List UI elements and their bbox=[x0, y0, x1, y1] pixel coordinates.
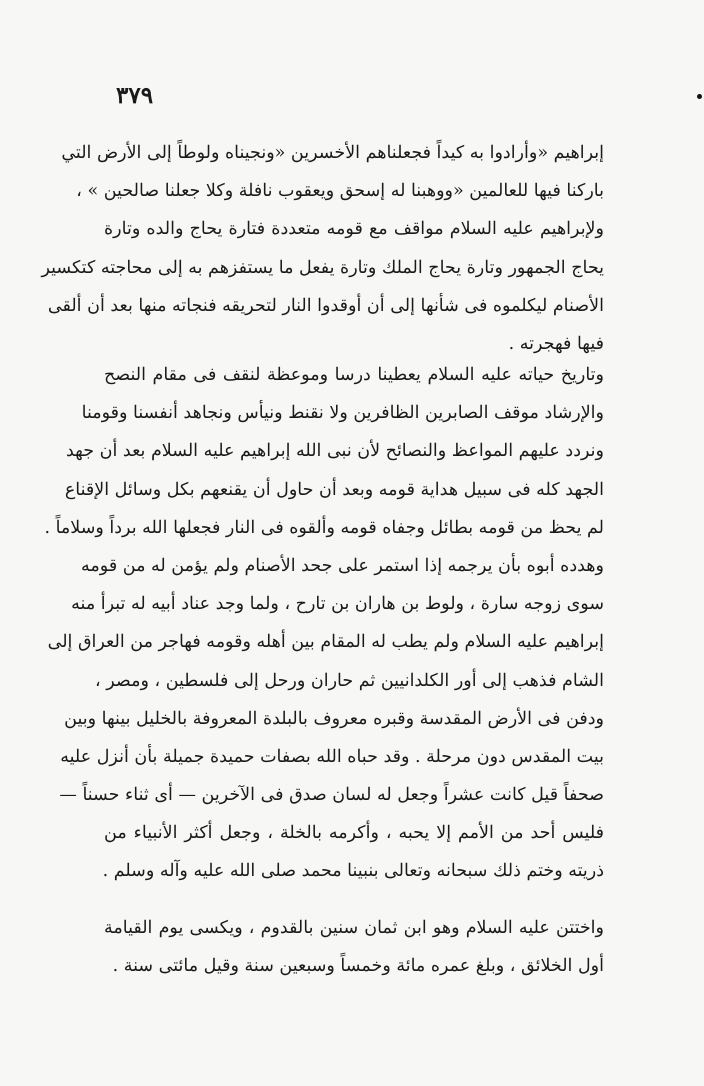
paragraph-1 bbox=[41, 134, 604, 363]
text-line: إبراهيم «وأرادوا به كيداً فجعلناهم الأخسرين «ونجيناه ولوطاً إلى الأرض التي bbox=[61, 143, 604, 163]
text-line: سوى زوجه سارة ، ولوط بن هاران بن تارح ، ولما وجد عناد أبيه له تبرأ منه bbox=[71, 594, 604, 615]
text-line: واختتن عليه السلام وهو ابن ثمان سنين بالقدوم ، ويكسى يوم القيامة bbox=[104, 918, 604, 938]
text-line: ونردد عليهم المواعظ والنصائح لأن نبى الله إبراهيم عليه السلام بعد أن جهد bbox=[65, 441, 604, 462]
page-number: ٣٧٩ bbox=[116, 82, 154, 109]
text-line: يحاج الجمهور وتارة يحاج الملك وتارة يفعل ما يستفزهم به إلى محاجته كتكسير bbox=[41, 257, 604, 278]
text-line: وهدده أبوه بأن يرجمه إذا استمر على جحد الأصنام ولم يؤمن له من قومه bbox=[81, 555, 604, 576]
text-line: ذريته وختم ذلك سبحانه وتعالى بنبينا محمد صلى الله عليه وآله وسلم . bbox=[102, 861, 604, 882]
text-line: لم يحظ من قومه بطائل وجفاه قومه وألقوه فى النار فجعلها الله برداً وسلاماً . bbox=[44, 517, 604, 538]
text-line: إبراهيم عليه السلام ولم يطب له المقام بين أهله وقومه فهاجر من العراق إلى bbox=[47, 632, 604, 653]
text-line: ودفن فى الأرض المقدسة وقبره معروف بالبلدة المعروفة بالخليل بينها وبين bbox=[64, 708, 604, 729]
text-line: والإرشاد موقف الصابرين الظافرين ولا نقنط ونيأس ونجاهد أنفسنا وقومنا bbox=[81, 403, 604, 424]
text-line: أول الخلائق ، وبلغ عمره مائة وخمساً وسبعين سنة وقيل مائتى سنة . bbox=[112, 956, 604, 977]
text-line: بيت المقدس دون مرحلة . وقد حباه الله بصفات حميدة جميلة بأن أنزل عليه bbox=[60, 746, 604, 767]
text-line: فيها فهجرته . bbox=[508, 333, 604, 354]
text-line: صحفاً قيل كانت عشراً وجعل له لسان صدق فى الآخرين — أى ثناء حسناً — bbox=[59, 785, 604, 806]
paragraph-2 bbox=[44, 356, 604, 891]
text-line: فليس أحد من الأمم إلا يحبه ، وأكرمه بالخلة ، وجعل أكثر الأنبياء من bbox=[104, 823, 604, 844]
text-line: الشام فذهب إلى أور الكلدانيين ثم حاران ورحل إلى فلسطين ، ومصر ، bbox=[95, 670, 604, 691]
text-line: ولإبراهيم عليه السلام مواقف مع قومه متعددة فتارة يحاج والده وتارة bbox=[104, 219, 604, 240]
text-line: وتاريخ حياته عليه السلام يعطينا درسا وموعظة لنقف فى مقام النصح bbox=[104, 365, 604, 385]
margin-dot bbox=[697, 94, 702, 99]
text-line: الجهد كله فى سبيل هداية قومه وبعد أن حاول أن يقنعهم بكل وسائل الإقناع bbox=[64, 479, 604, 500]
text-line: الأصنام ليكلموه فى شأنها إلى أن أوقدوا النار لتحريقه فنجاته منها بعد أن ألقى bbox=[47, 295, 604, 316]
text-line: باركنا فيها للعالمين «ووهبنا له إسحق ويعقوب نافلة وكلا جعلنا صالحين » ، bbox=[76, 181, 604, 202]
paragraph-3 bbox=[104, 909, 604, 985]
